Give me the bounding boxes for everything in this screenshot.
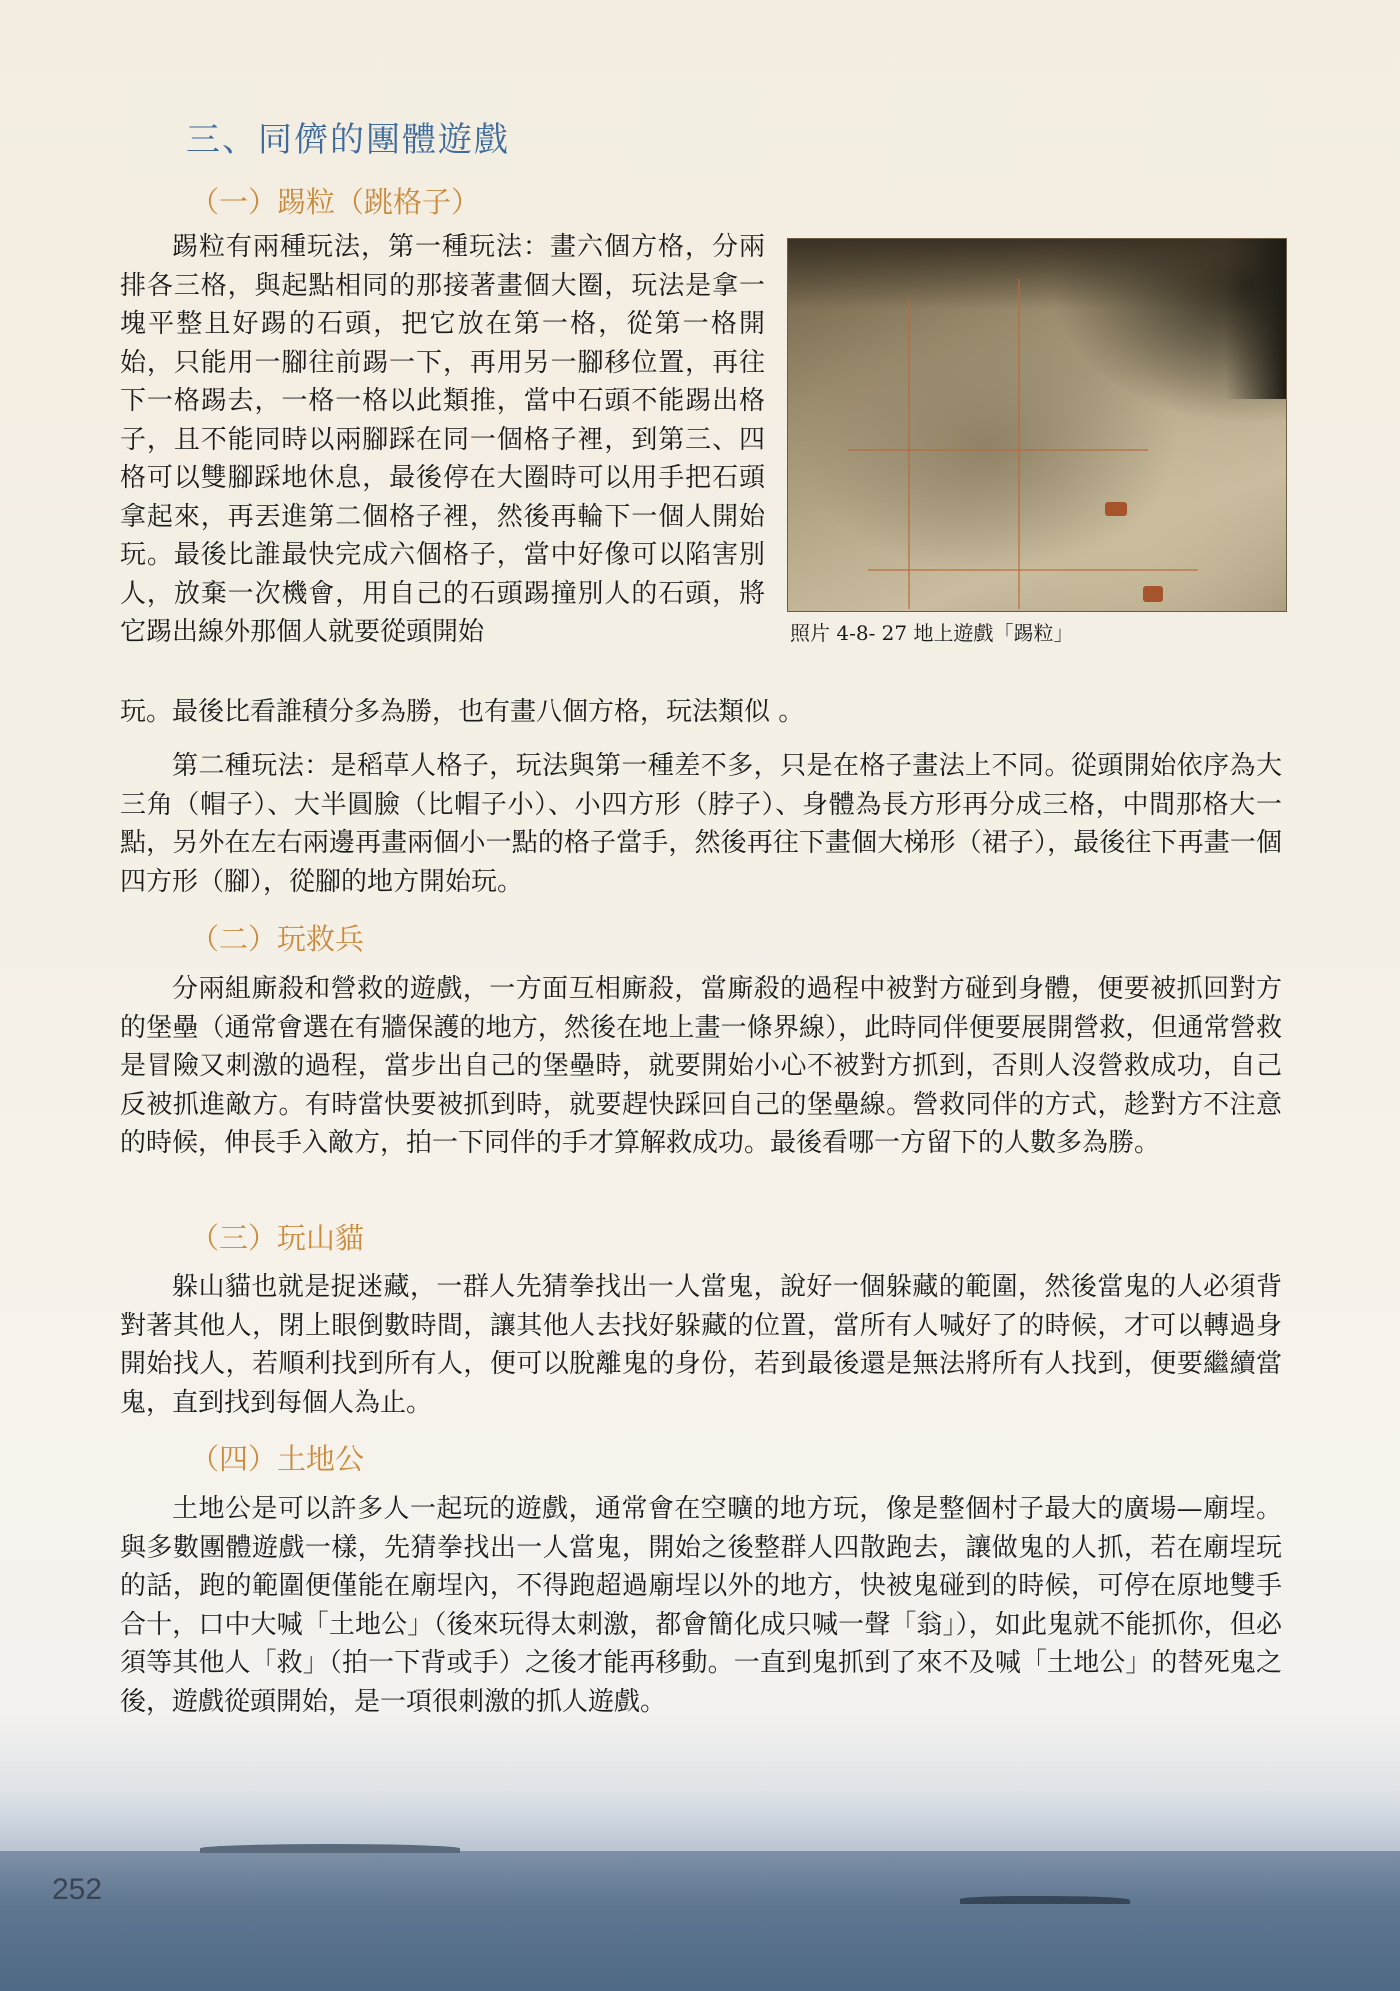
sea-background [0, 1851, 1400, 1991]
page-number: 252 [52, 1873, 103, 1906]
sea-rocks [960, 1896, 1130, 1904]
photo-hopscotch-ground [787, 238, 1287, 612]
paragraph: 躲山貓也就是捉迷藏，一群人先猜拳找出一人當鬼，說好一個躲藏的範圍，然後當鬼的人必須背對著其他人，閉上眼倒數時間，讓其他人去找好躲藏的位置，當所有人喊好了的時候，才可以轉過身開始找人，若順利找到所有人，便可以脫離鬼的身份，若到最後還是無法將所有人找到，便要繼續當鬼，直到找到每個人為止。 [120, 1272, 1282, 1418]
horizon-island [200, 1844, 460, 1853]
heading-rescue: （二）玩救兵 [190, 922, 365, 956]
section-title: 三、同儕的團體遊戲 [186, 120, 510, 160]
photo-chalk-line [908, 299, 910, 609]
paragraph: 第二種玩法：是稻草人格子，玩法與第一種差不多，只是在格子畫法上不同。從頭開始依序為大三角（帽子）、大半圓臉（比帽子小）、小四方形（脖子）、身體為長方形再分成三格，中間那格大一點，另外在左右兩邊再畫兩個小一點的格子當手，然後再往下畫個大梯形（裙子），最後往下再畫一個四方形（腳），從腳的地方開始玩。 [120, 751, 1282, 897]
photo-chalk-line [1018, 279, 1020, 609]
photo-chalk-line [868, 569, 1198, 571]
photo-shadow [788, 239, 1286, 309]
photo-wall [1226, 239, 1286, 399]
heading-hopscotch: （一）踢粒（跳格子） [190, 185, 481, 219]
photo-stone [1105, 502, 1127, 516]
paragraph: 土地公是可以許多人一起玩的遊戲，通常會在空曠的地方玩，像是整個村子最大的廣場—廟埕。與多數團體遊戲一樣，先猜拳找出一人當鬼，開始之後整群人四散跑去，讓做鬼的人抓，若在廟埕玩的話，跑的範圍便僅能在廟埕內，不得跑超過廟埕以外的地方，快被鬼碰到的時候，可停在原地雙手合十，口中大喊「土地公」（後來玩得太刺激，都會簡化成只喊一聲「翁」），如此鬼就不能抓你，但必須等其他人「救」（拍一下背或手）之後才能再移動。一直到鬼抓到了來不及喊「土地公」的替死鬼之後，遊戲從頭開始，是一項很刺激的抓人遊戲。 [120, 1494, 1282, 1717]
heading-tudigong: （四）土地公 [190, 1442, 365, 1476]
photo-caption: 照片 4-8- 27 地上遊戲「踢粒」 [790, 621, 1074, 645]
heading-hide-and-seek: （三）玩山貓 [190, 1221, 365, 1255]
paragraph: 分兩組廝殺和營救的遊戲，一方面互相廝殺，當廝殺的過程中被對方碰到身體，便要被抓回對方的堡壘（通常會選在有牆保護的地方，然後在地上畫一條界線），此時同伴便要展開營救，但通常營救是冒險又刺激的過程，當步出自己的堡壘時，就要開始小心不被對方抓到，否則人沒營救成功，自己反被抓進敵方。有時當快要被抓到時，就要趕快踩回自己的堡壘線。營救同伴的方式，趁對方不注意的時候，伸長手入敵方，拍一下同伴的手才算解救成功。最後看哪一方留下的人數多為勝。 [120, 974, 1282, 1158]
paragraph: 踢粒有兩種玩法，第一種玩法：畫六個方格，分兩排各三格，與起點相同的那接著畫個大圈，玩法是拿一塊平整且好踢的石頭，把它放在第一格，從第一格開始，只能用一腳往前踢一下，再用另一腳移位置，再往下一格踢去，一格一格以此類推，當中石頭不能踢出格子，且不能同時以兩腳踩在同一個格子裡，到第三、四格可以雙腳踩地休息，最後停在大圈時可以用手把石頭拿起來，再丟進第二個格子裡，然後再輪下一個人開始玩。最後比誰最快完成六個格子，當中好像可以陷害別人，放棄一次機會，用自己的石頭踢撞別人的石頭，將它踢出線外那個人就要從頭開始 [120, 232, 765, 647]
paragraph: 玩。最後比看誰積分多為勝，也有畫八個方格，玩法類似 。 [120, 697, 805, 727]
photo-stone [1143, 586, 1163, 602]
photo-chalk-line [848, 449, 1148, 451]
